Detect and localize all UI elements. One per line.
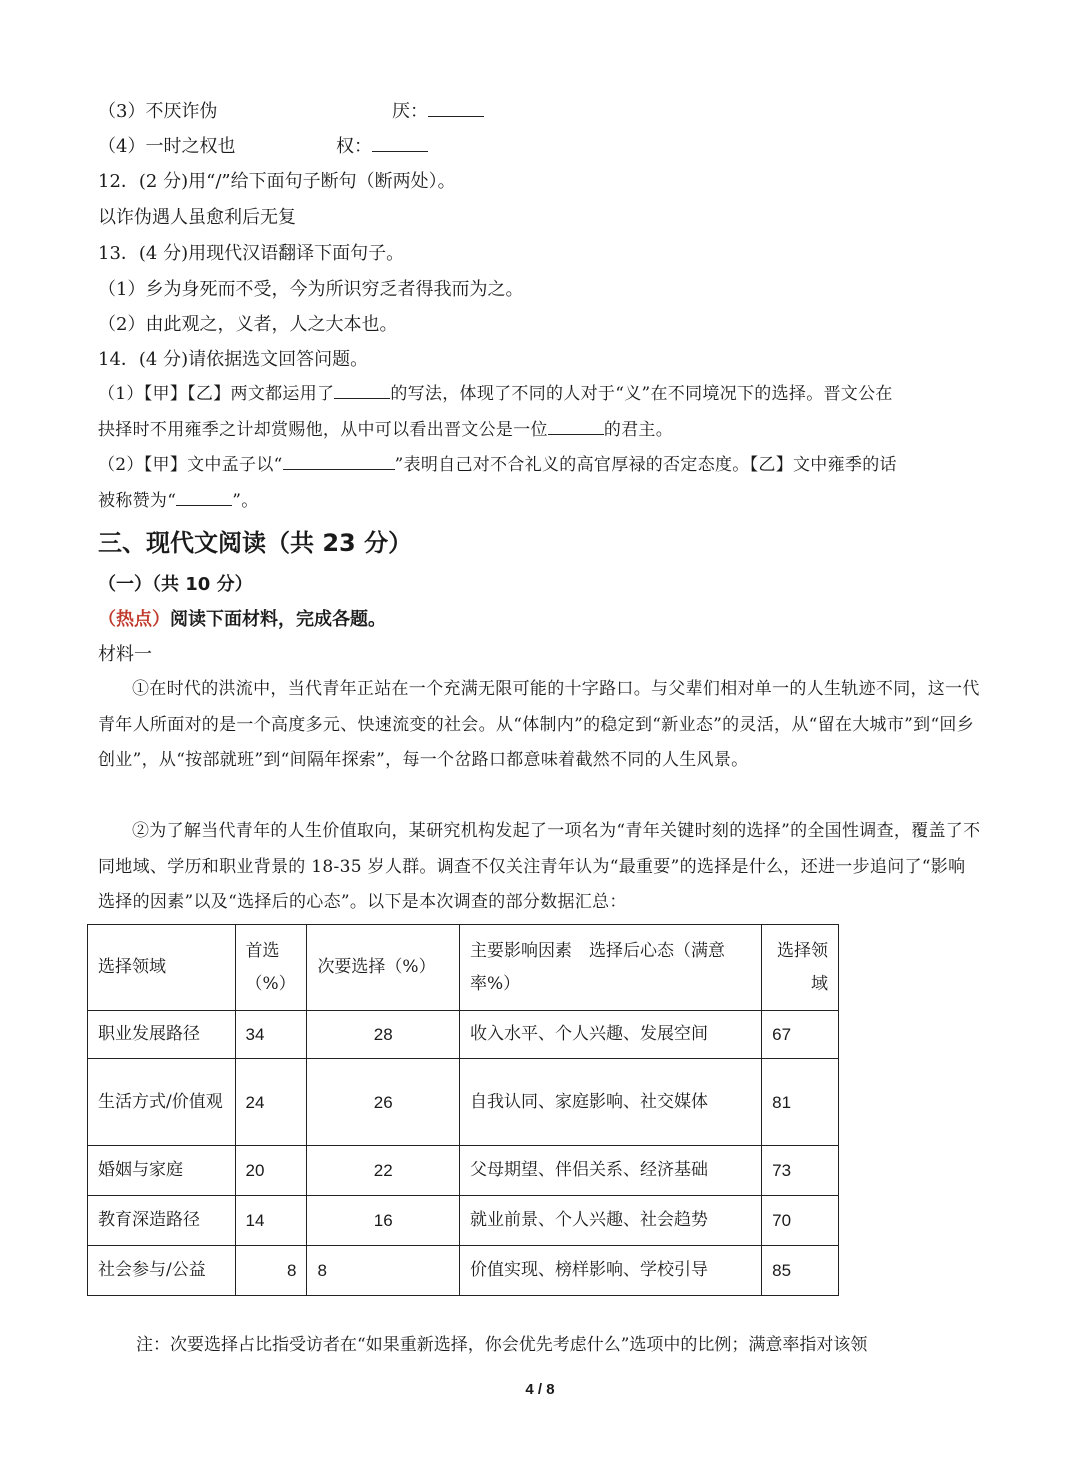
part-title: （一）（共 10 分） (98, 574, 253, 595)
table-cell-first: 24 (235, 1059, 307, 1146)
q14-2-text-c: 被称赞为“ (98, 490, 177, 511)
table-cell-field: 教育深造路径 (88, 1196, 236, 1246)
q11-4-target: 权： (336, 136, 372, 157)
table-cell-satisfaction: 67 (762, 1011, 839, 1059)
section-title: 三、现代文阅读（共 23 分） (98, 529, 413, 557)
q14-1-text-a: （1）【甲】【乙】两文都运用了 (98, 384, 335, 404)
q14-1-text-b: 的写法，体现了不同的人对于“义”在不同境况下的选择。晋文公在 (390, 384, 893, 404)
q14-1-text-c: 抉择时不用雍季之计却赏赐他，从中可以看出晋文公是一位 (98, 419, 548, 440)
q11-3-target: 厌： (392, 101, 428, 122)
table-cell-field: 职业发展路径 (88, 1011, 236, 1059)
table-row (88, 1246, 839, 1296)
q11-3 (98, 98, 428, 126)
q14-item-1 (98, 377, 982, 448)
answer-blank[interactable] (334, 380, 390, 399)
table-cell-second: 16 (307, 1196, 460, 1246)
table-cell-satisfaction: 81 (762, 1059, 839, 1146)
table-cell-field: 社会参与/公益 (88, 1246, 236, 1296)
q13-stem: 13．(4 分)用现代汉语翻译下面句子。 (98, 243, 405, 264)
table-cell-factors: 价值实现、榜样影响、学校引导 (460, 1246, 762, 1296)
q14-2-text-d: ”。 (232, 490, 259, 511)
q14-1-text-d: 的君主。 (603, 419, 674, 440)
hot-tag: （热点） (98, 609, 170, 630)
table-row (88, 1011, 839, 1059)
survey-table (87, 924, 839, 1296)
table-row (88, 1196, 839, 1246)
table-header-cell: 首选（%） (235, 925, 307, 1011)
q11-4 (98, 133, 372, 161)
table-cell-second: 26 (307, 1059, 460, 1146)
q14-2-text-a: （2）【甲】文中孟子以“ (98, 455, 283, 475)
material-paragraph-1: ①在时代的洪流中，当代青年正站在一个充满无限可能的十字路口。与父辈们相对单一的人生轨迹不同，这一代青年人所面对的是一个高度多元、快速流变的社会。从“体制内”的稳定到“新业态”的灵活，从“留在大城市”到“回乡创业”，从“按部就班”到“间隔年探索”，每一个岔路口都意味着截然不同的人生风景。 (98, 679, 980, 770)
table-cell-first: 8 (235, 1246, 307, 1296)
q14-item-2 (98, 448, 982, 519)
table-cell-field: 婚姻与家庭 (88, 1146, 236, 1196)
answer-blank[interactable] (428, 98, 484, 117)
table-cell-satisfaction: 73 (762, 1146, 839, 1196)
table-footnote: 注：次要选择占比指受访者在“如果重新选择，你会优先考虑什么”选项中的比例；满意率指对该领 (136, 1335, 868, 1355)
table-cell-factors: 就业前景、个人兴趣、社会趋势 (460, 1196, 762, 1246)
q12-stem: 12．(2 分)用“/”给下面句子断句（断两处）。 (98, 171, 456, 192)
q12-sentence: 以诈伪遇人虽愈利后无复 (98, 207, 296, 228)
table-cell-factors: 父母期望、伴侣关系、经济基础 (460, 1146, 762, 1196)
q11-3-phrase: （3）不厌诈伪 (98, 101, 218, 122)
table-cell-first: 20 (235, 1146, 307, 1196)
table-cell-first: 14 (235, 1196, 307, 1246)
table-cell-second: 28 (307, 1011, 460, 1059)
answer-blank[interactable] (548, 416, 604, 435)
answer-blank[interactable] (372, 133, 428, 152)
q11-4-phrase: （4）一时之权也 (98, 136, 236, 157)
table-cell-second: 8 (307, 1246, 460, 1296)
page-number: 4 / 8 (525, 1381, 555, 1398)
material-paragraph-2: ②为了解当代青年的人生价值取向，某研究机构发起了一项名为“青年关键时刻的选择”的全国性调查，覆盖了不同地域、学历和职业背景的 18-35 岁人群。调查不仅关注青年认为“最重要”的选择是什么，还进一步追问了“影响选择的因素”以及“选择后的心态”。以下是本次调查的部分数据汇总： (98, 821, 981, 912)
table-row (88, 1146, 839, 1196)
table-header-cell: 次要选择（%） (307, 925, 460, 1011)
answer-blank[interactable] (283, 451, 395, 470)
q14-2-text-b: ”表明自己对不合礼义的高官厚禄的否定态度。【乙】文中雍季的话 (394, 455, 897, 475)
table-header-cell: 选择领域 (88, 925, 236, 1011)
table-cell-field: 生活方式/价值观 (88, 1059, 236, 1146)
table-cell-satisfaction: 70 (762, 1196, 839, 1246)
table-cell-factors: 自我认同、家庭影响、社交媒体 (460, 1059, 762, 1146)
table-header-cell: 主要影响因素 选择后心态（满意率%） (460, 925, 762, 1011)
q14-stem: 14．(4 分)请依据选文回答问题。 (98, 349, 369, 370)
table-cell-factors: 收入水平、个人兴趣、发展空间 (460, 1011, 762, 1059)
table-header-cell: 选择领域 (762, 925, 839, 1011)
instruction-text: 阅读下面材料，完成各题。 (170, 609, 386, 630)
answer-blank[interactable] (176, 487, 232, 506)
table-cell-second: 22 (307, 1146, 460, 1196)
instruction (98, 605, 386, 631)
q13-item-1: （1）乡为身死而不受，今为所识穷乏者得我而为之。 (98, 279, 524, 300)
table-header-row (88, 925, 839, 1011)
table-cell-first: 34 (235, 1011, 307, 1059)
table-cell-satisfaction: 85 (762, 1246, 839, 1296)
material-label: 材料一 (98, 644, 152, 665)
table-row (88, 1059, 839, 1146)
q13-item-2: （2）由此观之，义者，人之大本也。 (98, 314, 398, 335)
